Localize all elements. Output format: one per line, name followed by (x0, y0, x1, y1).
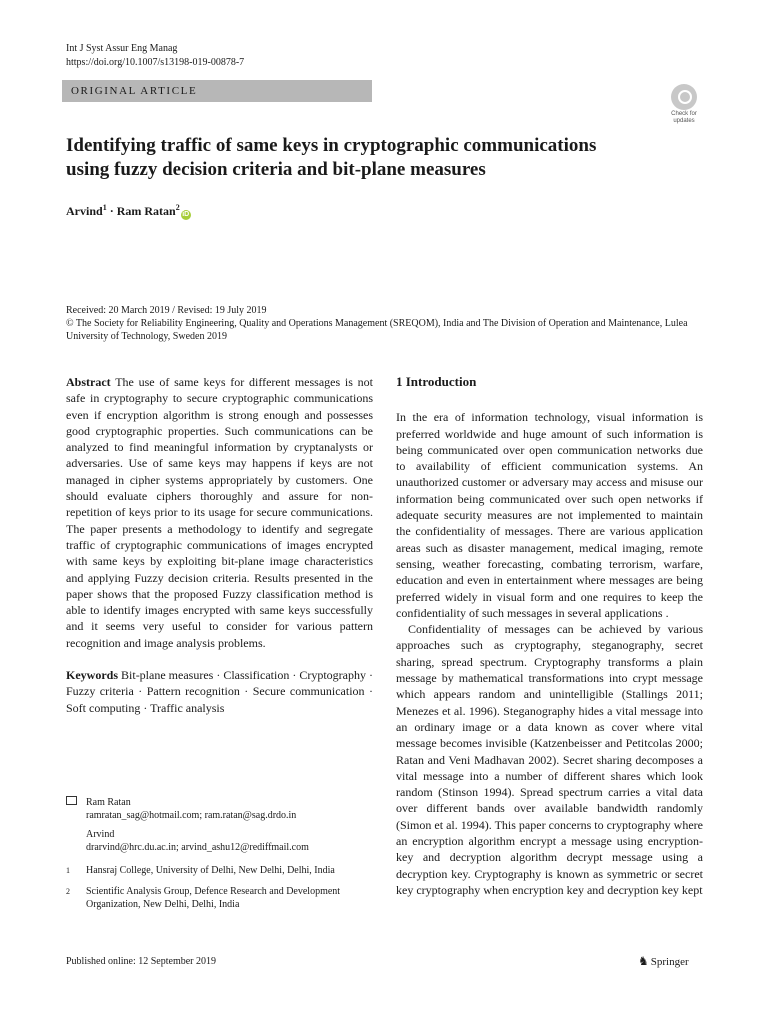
left-column (66, 374, 373, 716)
article-type-banner: ORIGINAL ARTICLE (62, 80, 372, 102)
affiliation-1 (66, 864, 373, 877)
abstract-text: The use of same keys for different messages is not safe in cryptography to secure cryptographic communications even if encryption algorithm is strong enough and possesses good cryptographic properties. Such communications can be analyzed to find meaningful information by cryptanalysts or adversaries. Use of same keys may happens if keys are not managed in cipher systems appropriately by customers. One should evaluate ciphers thoroughly and assure for non-repetition of keys prior to its usage for secure communications. The paper presents a methodology to identify and segregate traffic of cryptographic communications of images encrypted with same keys by exploiting bit-plane image characteristics and applying Fuzzy decision criteria. Results presented in the paper shows that the proposed Fuzzy classification method is able to identify images encrypted with same keys successfully and it seems very useful to consider for various pattern recognition and image analysis problems. (66, 375, 373, 650)
author-1-affil: 1 (102, 203, 107, 212)
author-2[interactable]: Ram Ratan (116, 204, 176, 218)
doi-link[interactable]: https://doi.org/10.1007/s13198-019-00878-7 (66, 57, 245, 68)
abstract-heading: Abstract (66, 375, 111, 389)
check-for-updates-badge[interactable] (664, 84, 704, 124)
published-date: Published online: 12 September 2019 (66, 956, 216, 967)
second-author-email[interactable]: drarvind@hrc.du.ac.in; arvind_ashu12@rediffmail.com (86, 842, 309, 853)
corr-author-email[interactable]: ramratan_sag@hotmail.com; ram.ratan@sag.drdo.in (86, 810, 297, 821)
intro-paragraph-1: In the era of information technology, visual information is preferred worldwide and huge amount of such information is being communicated over open communication networks due to availability of efficient communication systems. An unauthorized customer or adversary may access and misuse our information being communicated over such open networks if adequate security measures are not implemented to maintain the confidentiality of messages. There are various application areas such as disaster management, medical imaging, remote sensing, weather forecasting, combating terrorism, warfare, education and even in entertainment where messages are being preferred widely in visual form and one requires to keep the confidentiality of such messages in several applications . (396, 410, 703, 620)
right-column (396, 374, 703, 898)
footnotes (66, 796, 373, 915)
author-2-affil: 2 (175, 203, 180, 212)
author-list (66, 203, 191, 220)
envelope-icon (66, 796, 77, 805)
section-heading-introduction: 1 Introduction (396, 374, 477, 389)
journal-info (66, 42, 244, 70)
received-revised-dates: Received: 20 March 2019 / Revised: 19 July 2019 (66, 305, 267, 316)
author-1[interactable]: Arvind (66, 204, 103, 218)
corr-author-name: Ram Ratan (86, 797, 131, 808)
keywords-heading: Keywords (66, 668, 118, 683)
check-updates-icon (671, 84, 697, 110)
affiliation-2-text: Scientific Analysis Group, Defence Research and Development Organization, New Delhi, Delhi, India (86, 886, 341, 910)
keywords (66, 667, 373, 716)
intro-paragraph-2: Confidentiality of messages can be achieved by various approaches such as cryptography, steganography, secret sharing, spread spectrum. Cryptography transforms a plain message by mathematical transformations into crypt message which appears random and unintelligible (Stallings 2011; Menezes et al. 1996). Steganography hides a vital message into an ordinary image or a data known as cover where vital message becomes invisible (Katzenbeisser and Petitcolas 2000; Ratan and Veni Madhavan 2002). Secret sharing decomposes a vital message into a number of different shares which look random (Stinson 1994). Spread spectrum carries a vital data over different bands over available bandwidth randomly (Simon et al. 1994). This paper concerns to cryptography where an encryption algorithm encrypt a message using encryption-key and decryption algorithm decrypt message using a decryption key. Cryptography is known as symmetric or secret key cryptography when encryption key and decryption key kept (396, 622, 703, 897)
affiliation-1-number: 1 (66, 866, 70, 875)
publisher-name: Springer (650, 956, 689, 968)
affiliation-2-number: 2 (66, 887, 70, 896)
copyright-notice: © The Society for Reliability Engineering, Quality and Operations Management (SREQOM), India and The Division of Operation and Maintenance, Lulea University of Technology, Sweden 2019 (66, 318, 688, 342)
affiliation-1-text: Hansraj College, University of Delhi, New Delhi, Delhi, India (86, 865, 335, 876)
article-meta (66, 304, 706, 343)
article-title (66, 134, 706, 182)
orcid-icon[interactable]: iD (182, 211, 190, 218)
keywords-text: Bit-plane measures · Classification · Cryptography · Fuzzy criteria · Pattern recognition · Secure communication · Soft computing · Traffic analysis (66, 668, 374, 715)
journal-name: Int J Syst Assur Eng Manag (66, 43, 178, 54)
abstract (66, 374, 373, 651)
affiliation-2 (66, 885, 373, 911)
check-updates-label: Check for updates (671, 111, 697, 124)
title-line-1: Identifying traffic of same keys in cryptographic communications (66, 135, 597, 156)
springer-horse-icon: ♞ (638, 954, 649, 968)
author-separator: · (106, 204, 117, 218)
second-author-name: Arvind (86, 829, 115, 840)
title-line-2: using fuzzy decision criteria and bit-plane measures (66, 159, 486, 180)
publisher-logo[interactable] (638, 954, 689, 969)
corresponding-author (66, 796, 373, 854)
